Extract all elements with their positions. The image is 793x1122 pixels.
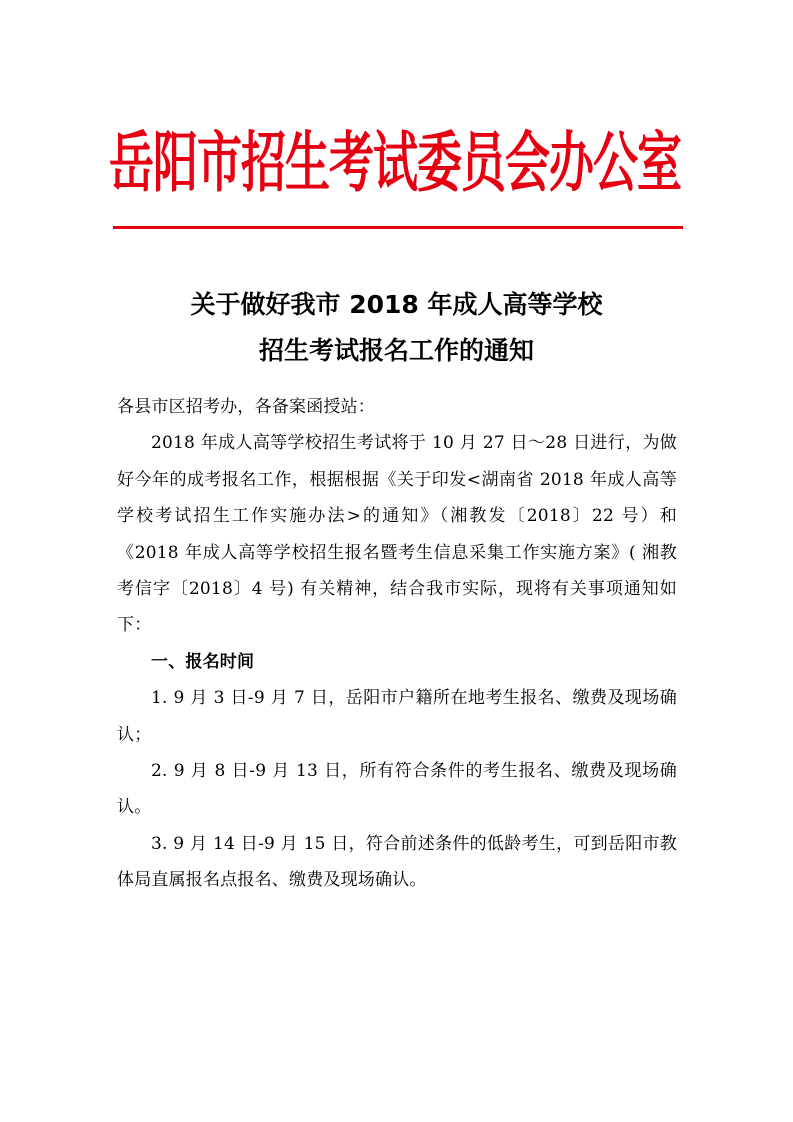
salutation: 各县市区招考办，各备案函授站： xyxy=(117,397,375,417)
intro-paragraph: 2018 年成人高等学校招生考试将于 10 月 27 日～28 日进行，为做好今年的成考报名工作，根据根据《关于印发<湖南省 2018 年成人高等学校考试招生工作实施办法>的通知》（湘教发〔2018〕22 号）和《2018 年成人高等学校招生报名暨考生信息采集工作实施方案》( 湘教考信字〔2018〕4 号) 有关精神，结合我市实际，现将有关事项通知如下： xyxy=(117,433,677,636)
document-body xyxy=(117,389,677,899)
letterhead-red-rule xyxy=(113,226,683,229)
section-heading-registration-time: 一、报名时间 xyxy=(151,651,255,672)
letterhead-title: 岳阳市招生考试委员会办公室 xyxy=(108,123,681,201)
document-title xyxy=(100,282,693,374)
document-title-line-1: 关于做好我市 2018 年成人高等学校 xyxy=(190,290,603,319)
list-item-1: 1. 9 月 3 日-9 月 7 日，岳阳市户籍所在地考生报名、缴费及现场确认； xyxy=(117,688,677,745)
list-item-3: 3. 9 月 14 日-9 月 15 日，符合前述条件的低龄考生，可到岳阳市教体局直属报名点报名、缴费及现场确认。 xyxy=(117,833,677,891)
list-item-2: 2. 9 月 8 日-9 月 13 日，所有符合条件的考生报名、缴费及现场确认。 xyxy=(117,761,677,818)
document-title-line-2: 招生考试报名工作的通知 xyxy=(258,336,534,365)
